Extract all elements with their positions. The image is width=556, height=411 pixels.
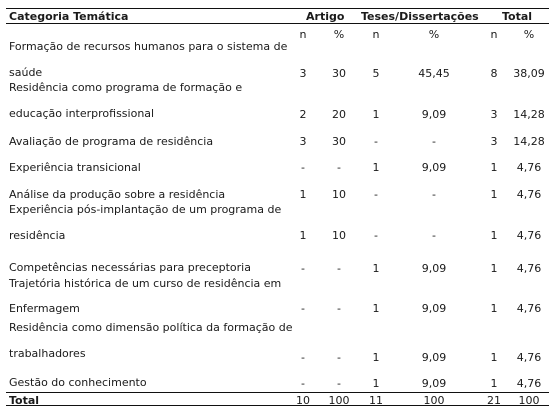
cell-artigo-p: 10 bbox=[332, 229, 346, 242]
subheader-pct: % bbox=[333, 28, 345, 41]
total-artigo-p: 100 bbox=[328, 394, 350, 407]
cell-teses-n: - bbox=[374, 229, 378, 242]
header-category: Categoria Temática bbox=[9, 10, 129, 23]
cell-teses-p: 9,09 bbox=[421, 161, 447, 174]
cell-artigo-n: 1 bbox=[299, 188, 307, 201]
header-total: Total bbox=[502, 10, 533, 23]
subheader-n: n bbox=[372, 28, 380, 41]
cell-teses-p: 9,09 bbox=[421, 351, 447, 364]
bottom-rule bbox=[6, 405, 549, 406]
cell-total-p: 14,28 bbox=[513, 135, 545, 148]
total-teses-n: 11 bbox=[369, 394, 383, 407]
subheader-n: n bbox=[490, 28, 498, 41]
cell-artigo-n: - bbox=[301, 302, 305, 315]
category-label: Experiência pós-implantação de um programa de bbox=[9, 203, 282, 216]
total-artigo-n: 10 bbox=[296, 394, 310, 407]
cell-total-p: 4,76 bbox=[516, 188, 542, 201]
cell-total-n: 1 bbox=[490, 377, 498, 390]
category-label: Análise da produção sobre a residência bbox=[9, 188, 226, 201]
total-label: Total bbox=[9, 394, 40, 407]
cell-total-n: 1 bbox=[490, 262, 498, 275]
cell-artigo-p: - bbox=[337, 377, 341, 390]
subheader-pct: % bbox=[428, 28, 440, 41]
header-rule bbox=[6, 23, 549, 24]
total-total-p: 100 bbox=[518, 394, 540, 407]
category-label: Experiência transicional bbox=[9, 161, 141, 174]
cell-total-p: 38,09 bbox=[513, 67, 545, 80]
cell-artigo-n: - bbox=[301, 351, 305, 364]
cell-teses-n: 5 bbox=[372, 67, 380, 80]
total-rule-top bbox=[6, 392, 549, 393]
cell-teses-p: 9,09 bbox=[421, 108, 447, 121]
cell-teses-p: - bbox=[432, 135, 436, 148]
category-label: saúde bbox=[9, 66, 43, 79]
cell-total-n: 3 bbox=[490, 108, 498, 121]
category-label: trabalhadores bbox=[9, 347, 86, 360]
cell-total-n: 1 bbox=[490, 161, 498, 174]
cell-artigo-n: - bbox=[301, 161, 305, 174]
cell-teses-n: - bbox=[374, 188, 378, 201]
cell-artigo-n: 2 bbox=[299, 108, 307, 121]
header-teses: Teses/Dissertações bbox=[361, 10, 479, 23]
cell-artigo-n: 3 bbox=[299, 135, 307, 148]
cell-teses-n: 1 bbox=[372, 262, 380, 275]
cell-total-p: 4,76 bbox=[516, 229, 542, 242]
cell-total-n: 1 bbox=[490, 188, 498, 201]
cell-teses-p: 9,09 bbox=[421, 302, 447, 315]
top-rule bbox=[6, 8, 549, 9]
header-artigo: Artigo bbox=[306, 10, 345, 23]
cell-total-n: 1 bbox=[490, 351, 498, 364]
cell-teses-n: 1 bbox=[372, 302, 380, 315]
cell-teses-n: 1 bbox=[372, 377, 380, 390]
category-label: Enfermagem bbox=[9, 302, 80, 315]
category-label: Formação de recursos humanos para o sistema de bbox=[9, 40, 288, 53]
category-label: educação interprofissional bbox=[9, 107, 155, 120]
category-label: Avaliação de programa de residência bbox=[9, 135, 214, 148]
cell-total-p: 14,28 bbox=[513, 108, 545, 121]
cell-total-p: 4,76 bbox=[516, 302, 542, 315]
cell-teses-n: - bbox=[374, 135, 378, 148]
cell-teses-p: 9,09 bbox=[421, 377, 447, 390]
cell-artigo-p: - bbox=[337, 262, 341, 275]
cell-artigo-p: 30 bbox=[332, 135, 346, 148]
category-label: Gestão do conhecimento bbox=[9, 376, 147, 389]
category-label: Residência como dimensão política da formação de bbox=[9, 321, 293, 334]
cell-artigo-n: 1 bbox=[299, 229, 307, 242]
cell-total-p: 4,76 bbox=[516, 351, 542, 364]
cell-total-n: 1 bbox=[490, 229, 498, 242]
category-label: residência bbox=[9, 229, 66, 242]
cell-teses-p: 45,45 bbox=[418, 67, 450, 80]
cell-artigo-p: - bbox=[337, 351, 341, 364]
category-label: Competências necessárias para preceptoria bbox=[9, 261, 251, 274]
cell-teses-p: 9,09 bbox=[421, 262, 447, 275]
cell-artigo-n: - bbox=[301, 377, 305, 390]
subheader-pct: % bbox=[523, 28, 535, 41]
cell-teses-p: - bbox=[432, 229, 436, 242]
cell-teses-n: 1 bbox=[372, 161, 380, 174]
total-teses-p: 100 bbox=[423, 394, 445, 407]
cell-teses-p: - bbox=[432, 188, 436, 201]
cell-total-n: 8 bbox=[490, 67, 498, 80]
cell-artigo-p: 20 bbox=[332, 108, 346, 121]
category-label: Residência como programa de formação e bbox=[9, 81, 243, 94]
cell-total-n: 1 bbox=[490, 302, 498, 315]
subheader-n: n bbox=[299, 28, 307, 41]
cell-artigo-p: 10 bbox=[332, 188, 346, 201]
total-total-n: 21 bbox=[487, 394, 501, 407]
category-label: Trajetória histórica de um curso de residência em bbox=[9, 277, 282, 290]
cell-artigo-n: - bbox=[301, 262, 305, 275]
cell-teses-n: 1 bbox=[372, 351, 380, 364]
cell-teses-n: 1 bbox=[372, 108, 380, 121]
cell-total-n: 3 bbox=[490, 135, 498, 148]
cell-total-p: 4,76 bbox=[516, 262, 542, 275]
cell-artigo-p: 30 bbox=[332, 67, 346, 80]
cell-artigo-n: 3 bbox=[299, 67, 307, 80]
cell-artigo-p: - bbox=[337, 161, 341, 174]
cell-artigo-p: - bbox=[337, 302, 341, 315]
cell-total-p: 4,76 bbox=[516, 377, 542, 390]
cell-total-p: 4,76 bbox=[516, 161, 542, 174]
